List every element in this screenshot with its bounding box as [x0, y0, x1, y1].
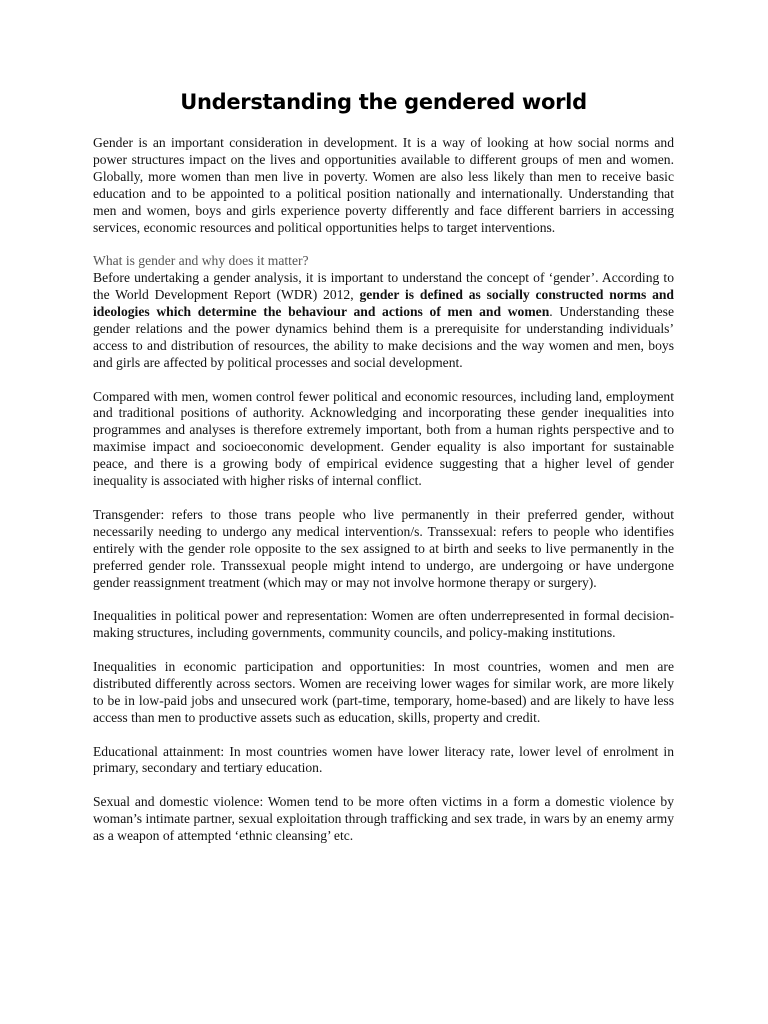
document-page	[93, 86, 674, 845]
intro-paragraph: Gender is an important consideration in development. It is a way of looking at how social norms and power structures impact on the lives and opportunities available to different groups of men and women. Globally, more women than men live in poverty. Women are also less likely than men to receive basic education and to be appointed to a political position nationally and internationally. Understanding that men and women, boys and girls experience poverty differently and face different barriers in accessing services, economic resources and political opportunities helps to target interventions.	[93, 135, 674, 235]
section-heading: What is gender and why does it matter?	[93, 253, 309, 269]
paragraph-political-power: Inequalities in political power and representation: Women are often underrepresented in formal decision-making structures, including governments, community councils, and policy-making institutions.	[93, 608, 674, 641]
definition-bold-text: gender is defined as socially constructed norms and ideologies which determine the behaviour and actions of men and women	[93, 287, 674, 320]
definition-paragraph	[93, 270, 674, 371]
paragraph-transgender: Transgender: refers to those trans people who live permanently in their preferred gender, without necessarily needing to undergo any medical intervention/s. Transsexual: refers to people who identifies entirely with the gender role opposite to the sex assigned to at birth and seeks to live permanently in the preferred gender role. Transsexual people might intend to undergo, are undergoing or have undergone gender reassignment treatment (which may or may not involve hormone therapy or surgery).	[93, 506, 674, 590]
paragraph-resources: Compared with men, women control fewer political and economic resources, including land, employment and traditional positions of authority. Acknowledging and incorporating these gender inequalities into programmes and analyses is therefore extremely important, both from a human rights perspective and to maximise impact and socioeconomic development. Gender equality is also important for sustainable peace, and there is a growing body of empirical evidence suggesting that a higher level of gender inequality is associated with higher risks of internal conflict.	[93, 388, 674, 489]
page-title: Understanding the gendered world	[180, 90, 587, 114]
paragraph-economic-participation: Inequalities in economic participation and opportunities: In most countries, women and men are distributed differently across sectors. Women are receiving lower wages for similar work, are more likely to be in low-paid jobs and unsecured work (part-time, temporary, home-based) and are likely to have less access than men to productive assets such as education, skills, property and credit.	[93, 659, 674, 725]
definition-text-before: Before undertaking a gender analysis, it is important to understand the concept of ‘gender’. According to the World Development Report (WDR) 2012,	[93, 270, 674, 303]
definition-text-after: . Understanding these gender relations and the power dynamics behind them is a prerequisite for understanding individuals’ access to and distribution of resources, the ability to make decisions and the way women and men, boys and girls are affected by political processes and social development.	[93, 304, 674, 370]
paragraph-education: Educational attainment: In most countries women have lower literacy rate, lower level of enrolment in primary, secondary and tertiary education.	[93, 743, 674, 776]
paragraph-violence: Sexual and domestic violence: Women tend to be more often victims in a form a domestic violence by woman’s intimate partner, sexual exploitation through trafficking and sex trade, in wars by an enemy army as a weapon of attempted ‘ethnic cleansing’ etc.	[93, 794, 674, 844]
